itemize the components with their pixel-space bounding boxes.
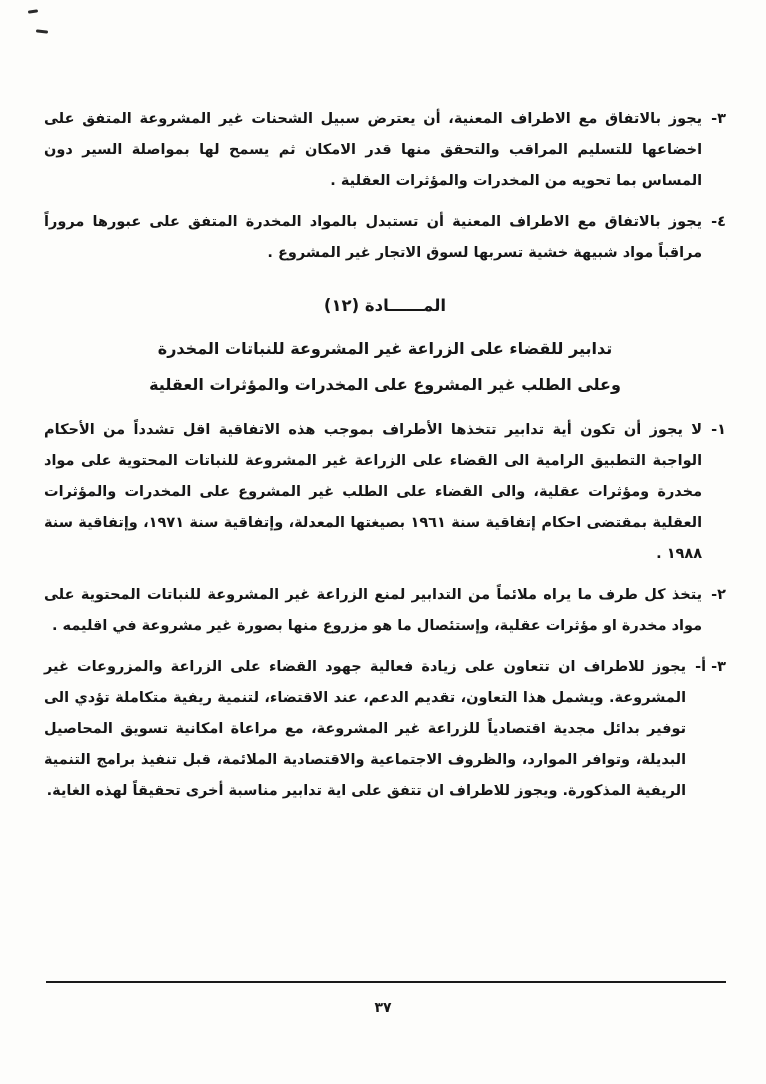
paragraph-number: ٤- <box>711 214 726 230</box>
article-heading: المــــــادة (١٢) <box>323 296 447 315</box>
paragraph-number: ٣- أ- <box>695 659 726 675</box>
paragraph-3a <box>44 652 726 807</box>
paragraph-4-top <box>44 207 726 269</box>
page-number: ٣٧ <box>374 1000 392 1016</box>
paragraph-2 <box>44 580 726 642</box>
paragraph-text: لا يجوز أن تكون أية تدابير تتخذها الأطراف بموجب هذه الاتفاقية اقل تشدداً من الأحكام الواجبة التطبيق الرامية الى القضاء على الزراعة غير المشروعة للنباتات المحتوية على مواد مخدرة ومؤثرات عقلية، والى القضاء على الطلب غير المشروع على المخدرات والمؤثرات العقلية بمقتضى احكام إتفاقية سنة ١٩٦١ بصيغتها المعدلة، وإتفاقية سنة ١٩٧١، وإتفاقية سنة ١٩٨٨ . <box>44 422 703 562</box>
paragraph-text: يتخذ كل طرف ما يراه ملائماً من التدابير لمنع الزراعة غير المشروعة للنباتات المحتوية على مواد مخدرة او مؤثرات عقلية، وإستئصال ما هو مزروع منها بصورة غير مشروعة في اقليمه . <box>44 587 703 634</box>
article-subtitle-line2: وعلى الطلب غير المشروع على المخدرات والمؤثرات العقلية <box>149 375 621 394</box>
paragraph-3-top <box>44 104 726 197</box>
paragraph-text: يجوز للاطراف ان تتعاون على زيادة فعالية جهود القضاء على الزراعة والمزروعات غير المشروعة. ويشمل هذا التعاون، تقديم الدعم، عند الاقتضاء، لتنمية ريفية متكاملة تؤدي الى توفير بدائل مجدية اقتصادياً للزراعة غير المشروعة، مع مراعاة امكانية تسويق المحاصيل البديلة، وتوافر الموارد، والظروف الاجتماعية والاقتصادية الملائمة، قبل تنفيذ برامج التنمية الريفية المذكورة. ويجوز للاطراف ان تتفق على اية تدابير مناسبة أخرى تحقيقاً لهذه الغاية. <box>44 659 687 799</box>
paragraph-1 <box>44 415 726 570</box>
article-subtitle-block <box>44 331 726 403</box>
article-subtitle-line1: تدابير للقضاء على الزراعة غير المشروعة للنباتات المخدرة <box>157 339 613 358</box>
paragraph-text: يجوز بالاتفاق مع الاطراف المعنية، أن يعترض سبيل الشحنات غير المشروعة المتفق على اخضاعها للتسليم المراقب والتحقق منها قدر الامكان ثم يسمح لها بمواصلة السير دون المساس بما تحويه من المخدرات والمؤثرات العقلية . <box>44 111 703 189</box>
footer-rule <box>46 981 726 983</box>
paragraph-number: ٢- <box>711 587 726 603</box>
paragraph-number: ١- <box>711 422 726 438</box>
paragraph-text: يجوز بالاتفاق مع الاطراف المعنية أن تستبدل بالمواد المخدرة المتفق على عبورها مروراً مراقباً مواد شبيهة خشية تسربها لسوق الاتجار غير المشروع . <box>44 214 703 261</box>
paragraph-number: ٣- <box>711 111 726 127</box>
